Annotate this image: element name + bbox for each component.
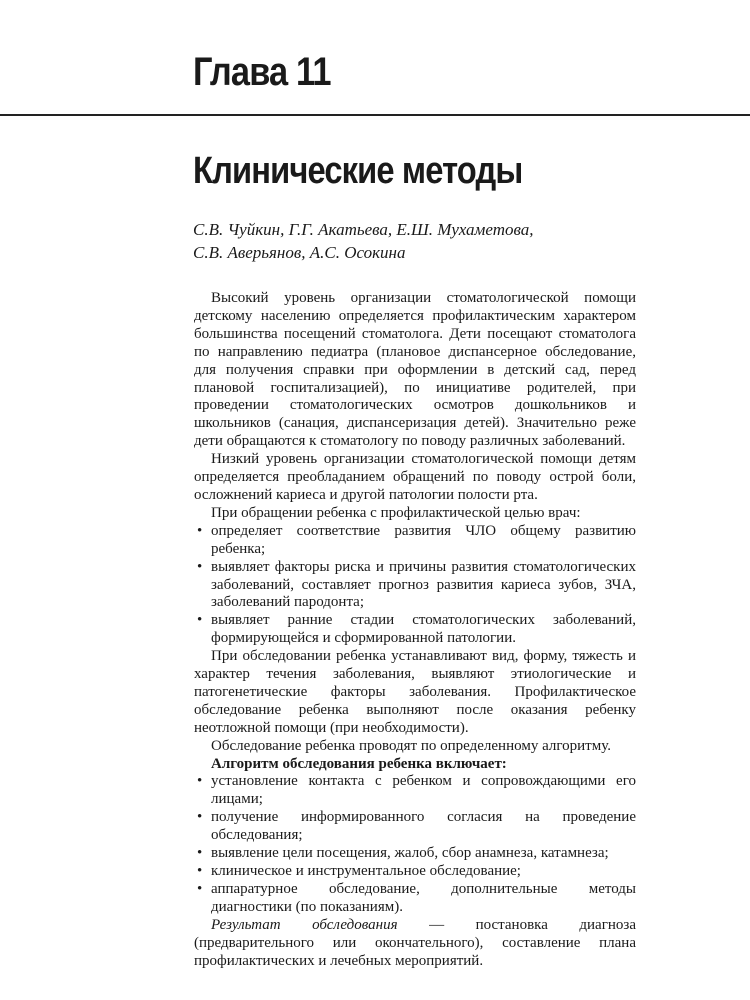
bullet-icon: •: [197, 558, 203, 575]
list-item: • установление контакта с ребенком и сопровождающими его лицами;: [197, 773, 636, 808]
bullet-icon: •: [197, 809, 203, 826]
list-item: • выявляет ранние стадии стоматологических заболеваний, формирующейся и сформированной патологии.: [197, 612, 636, 647]
list-algorithm: [194, 773, 636, 916]
paragraph-1: Высокий уровень организации стоматологической помощи детскому населению определяется профилактическим характером большинства посещений стоматолога. Дети посещают стоматолога по направлению педиатра (плановое диспансерное обследование, для получения справки при оформлении в детский сад, перед плановой госпитализацией), по инициативе родителей, при проведении стоматологических осмотров дошкольников и школьников (санация, диспансеризация детей). Значительно реже дети обращаются к стоматологу по поводу различных заболеваний.: [194, 290, 636, 450]
result-term: Результат обследования: [211, 916, 398, 933]
list-item: • определяет соответствие развития ЧЛО общему развитию ребенка;: [197, 522, 636, 557]
paragraph-4: При обследовании ребенка устанавливают вид, форму, тяжесть и характер течения заболевания, выявляют этиологические и патогенетические факторы заболевания. Профилактическое обследование ребенка выполняют после оказания ребенку неотложной помощи (при необходимости).: [194, 648, 636, 736]
authors: [193, 218, 613, 264]
authors-line-1: С.В. Чуйкин, Г.Г. Акатьева, Е.Ш. Мухаметова,: [193, 220, 534, 239]
paragraph-6: [194, 756, 636, 774]
list-item: • аппаратурное обследование, дополнительные методы диагностики (по показаниям).: [197, 880, 636, 915]
list-prophylactic: [194, 523, 636, 648]
list-item: • клиническое и инструментальное обследование;: [197, 863, 521, 879]
header-divider: [0, 114, 750, 116]
bullet-icon: •: [197, 522, 203, 539]
bullet-icon: •: [197, 863, 203, 879]
paragraph-2: Низкий уровень организации стоматологической помощи детям определяется преобладанием обращений по поводу острой боли, осложнений кариеса и другой патологии полости рта.: [194, 451, 636, 503]
paragraph-5: Обследование ребенка проводят по определенному алгоритму.: [211, 737, 611, 754]
paragraph-3: При обращении ребенка с профилактической целью врач:: [211, 504, 581, 521]
bullet-icon: •: [197, 773, 203, 790]
paragraph-7: [194, 917, 636, 971]
bullet-icon: •: [197, 612, 203, 629]
chapter-title: Клинические методы: [193, 150, 523, 192]
list-item: • выявление цели посещения, жалоб, сбор анамнеза, катамнеза;: [197, 845, 609, 862]
body-text: [194, 290, 636, 970]
authors-line-2: С.В. Аверьянов, А.С. Осокина: [193, 243, 406, 262]
chapter-number: Глава 11: [193, 50, 331, 94]
bullet-icon: •: [197, 880, 203, 897]
list-item: • выявляет факторы риска и причины развития стоматологических заболеваний, составляет прогноз развития кариеса зубов, ЗЧА, заболеваний пародонта;: [197, 558, 636, 611]
algorithm-heading: Алгоритм обследования ребенка включает:: [211, 755, 507, 772]
list-item: • получение информированного согласия на проведение обследования;: [197, 809, 636, 844]
result-definition: — постановка диагноза (предварительного или окончательного), составление плана профилактических и лечебных мероприятий.: [194, 916, 636, 969]
bullet-icon: •: [197, 845, 203, 862]
